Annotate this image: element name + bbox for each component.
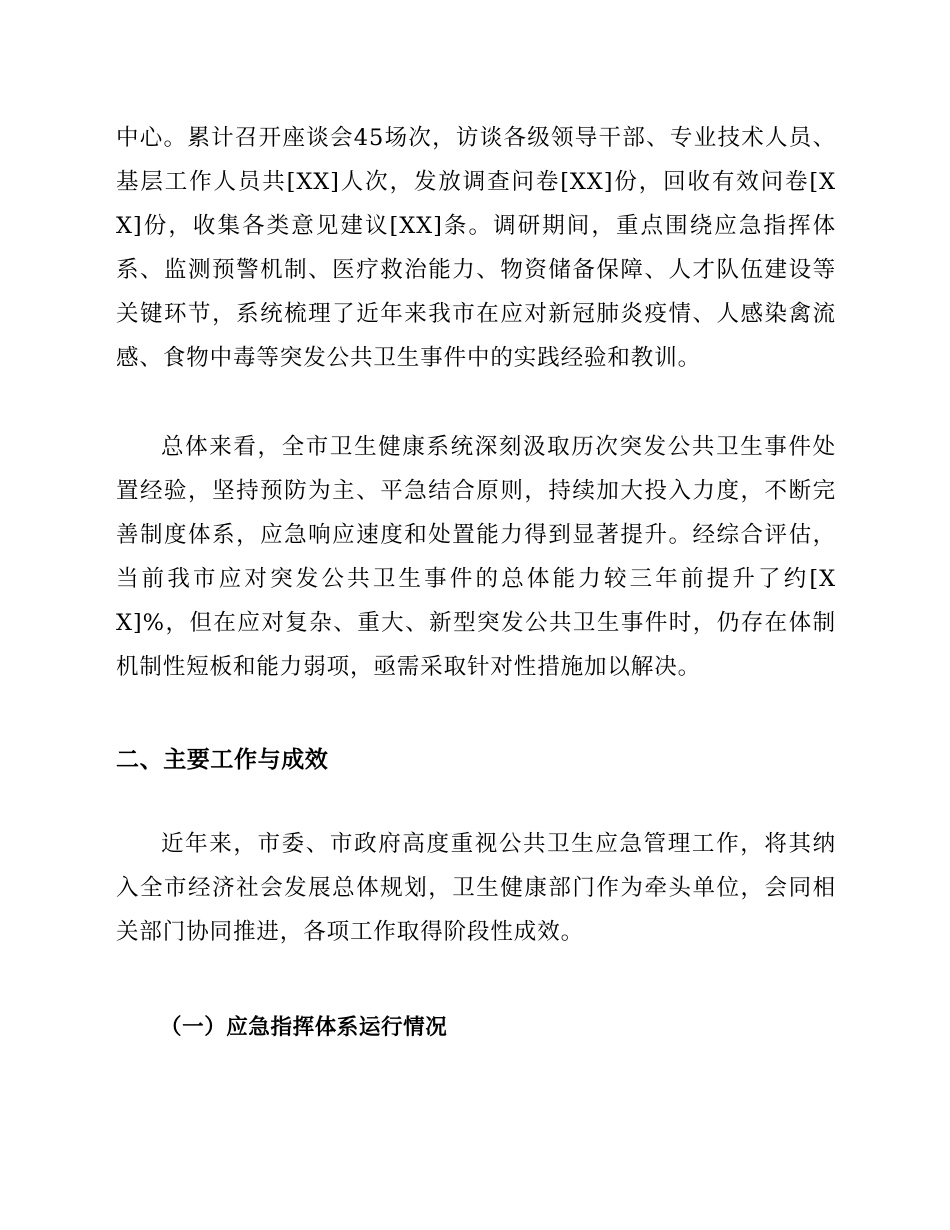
- body-paragraph: 中心。累计召开座谈会45场次，访谈各级领导干部、专业技术人员、基层工作人员共[XX]人次，发放调查问卷[XX]份，回收有效问卷[XX]份，收集各类意见建议[XX]条。调研期间，重点围绕应急指挥体系、监测预警机制、医疗救治能力、物资储备保障、人才队伍建设等关键环节，系统梳理了近年来我市在应对新冠肺炎疫情、人感染禽流感、食物中毒等突发公共卫生事件中的实践经验和教训。: [116, 125, 836, 371]
- section-heading: 二、主要工作与成效: [116, 747, 329, 773]
- body-paragraph: 总体来看，全市卫生健康系统深刻汲取历次突发公共卫生事件处置经验，坚持预防为主、平急结合原则，持续加大投入力度，不断完善制度体系，应急响应速度和处置能力得到显著提升。经综合评估，当前我市应对突发公共卫生事件的总体能力较三年前提升了约[XX]%，但在应对复杂、重大、新型突发公共卫生事件时，仍存在体制机制性短板和能力弱项，亟需采取针对性措施加以解决。: [116, 434, 836, 680]
- body-paragraph: 近年来，市委、市政府高度重视公共卫生应急管理工作，将其纳入全市经济社会发展总体规划，卫生健康部门作为牵头单位，会同相关部门协同推进，各项工作取得阶段性成效。: [116, 831, 836, 945]
- subsection-heading: （一）应急指挥体系运行情况: [160, 1015, 448, 1040]
